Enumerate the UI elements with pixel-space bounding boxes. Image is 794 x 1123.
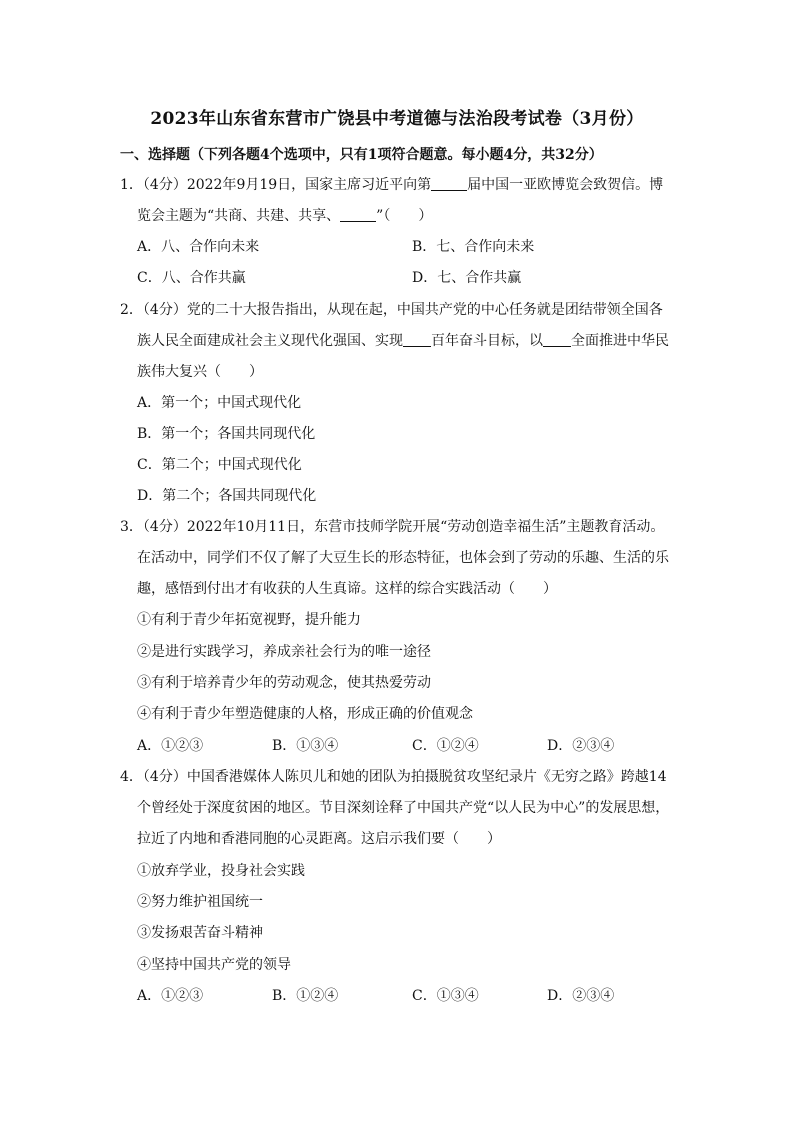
q2-line-1: 2．（4分）党的二十大报告指出，从现在起，中国共产党的中心任务就是团结带领全国各 bbox=[120, 302, 663, 318]
q2-text: 族人民全面建成社会主义现代化强国、实现 bbox=[137, 333, 403, 349]
q3-line-1: 3．（4分）2022年10月11日，东营市技师学院开展“劳动创造幸福生活”主题教育活动。 bbox=[120, 519, 665, 535]
q4-option-c: C．①③④ bbox=[412, 988, 479, 1004]
q3-statement-4: ④有利于青少年塑造健康的人格，形成正确的价值观念 bbox=[137, 706, 473, 722]
q2-text: 百年奋斗目标，以 bbox=[431, 333, 543, 349]
q3-line-3: 趣，感悟到付出才有收获的人生真谛。这样的综合实践活动（ ） bbox=[137, 581, 557, 597]
q2-option-b: B．第一个；各国共同现代化 bbox=[137, 426, 316, 442]
q4-line-3: 拉近了内地和香港同胞的心灵距离。这启示我们要（ ） bbox=[137, 831, 501, 847]
q4-statement-1: ①放弃学业，投身社会实践 bbox=[137, 863, 305, 879]
q2-option-d: D．第二个；各国共同现代化 bbox=[137, 488, 317, 504]
q1-line-2 bbox=[137, 206, 432, 226]
q4-option-b: B．①②④ bbox=[272, 988, 339, 1004]
q3-option-d: D．②③④ bbox=[547, 738, 615, 754]
q4-option-d: D．②③④ bbox=[547, 988, 615, 1004]
q4-line-1: 4．（4分）中国香港媒体人陈贝儿和她的团队为拍摄脱贫攻坚纪录片《无穷之路》跨越14 bbox=[120, 769, 667, 785]
q2-option-c: C．第二个；中国式现代化 bbox=[137, 457, 302, 473]
q1-option-d: D．七、合作共赢 bbox=[412, 270, 522, 286]
q1-option-c: C．八、合作共赢 bbox=[137, 270, 246, 286]
q2-option-a: A．第一个；中国式现代化 bbox=[137, 395, 302, 411]
q4-statement-3: ③发扬艰苦奋斗精神 bbox=[137, 925, 263, 941]
q4-statement-4: ④坚持中国共产党的领导 bbox=[137, 957, 291, 973]
q1-text: 览会主题为“共商、共建、共享、 bbox=[137, 208, 341, 224]
q3-option-b: B．①③④ bbox=[272, 738, 339, 754]
answer-blank bbox=[431, 176, 467, 191]
q1-option-a: A．八、合作向未来 bbox=[137, 239, 260, 255]
q4-statement-2: ②努力维护祖国统一 bbox=[137, 894, 263, 910]
q3-option-c: C．①②④ bbox=[412, 738, 479, 754]
q4-line-2: 个曾经处于深度贫困的地区。节目深刻诠释了中国共产党“以人民为中心”的发展思想， bbox=[137, 800, 670, 816]
q2-line-3: 族伟大复兴（ ） bbox=[137, 364, 263, 380]
q1-line-1 bbox=[120, 175, 663, 195]
section-heading: 一、选择题（下列各题4个选项中，只有1项符合题意。每小题4分，共32分） bbox=[120, 147, 603, 163]
q3-statement-3: ③有利于培养青少年的劳动观念，使其热爱劳动 bbox=[137, 675, 431, 691]
q2-text: 全面推进中华民 bbox=[571, 333, 669, 349]
answer-blank bbox=[340, 207, 376, 222]
answer-blank bbox=[543, 332, 571, 347]
q4-option-a: A．①②③ bbox=[137, 988, 204, 1004]
q1-option-b: B．七、合作向未来 bbox=[412, 239, 535, 255]
q1-text: 1．（4分）2022年9月19日，国家主席习近平向第 bbox=[120, 177, 432, 193]
answer-blank bbox=[403, 332, 431, 347]
q1-text: ”（ ） bbox=[376, 208, 433, 224]
q3-statement-2: ②是进行实践学习，养成亲社会行为的唯一途径 bbox=[137, 644, 431, 660]
q3-statement-1: ①有利于青少年拓宽视野，提升能力 bbox=[137, 612, 361, 628]
q3-line-2: 在活动中，同学们不仅了解了大豆生长的形态特征，也体会到了劳动的乐趣、生活的乐 bbox=[137, 550, 669, 566]
q3-option-a: A．①②③ bbox=[137, 738, 204, 754]
q1-text: 届中国一亚欧博览会致贺信。博 bbox=[467, 177, 664, 193]
page-title: 2023年山东省东营市广饶县中考道德与法治段考试卷（3月份） bbox=[150, 109, 644, 129]
q2-line-2 bbox=[137, 331, 669, 351]
